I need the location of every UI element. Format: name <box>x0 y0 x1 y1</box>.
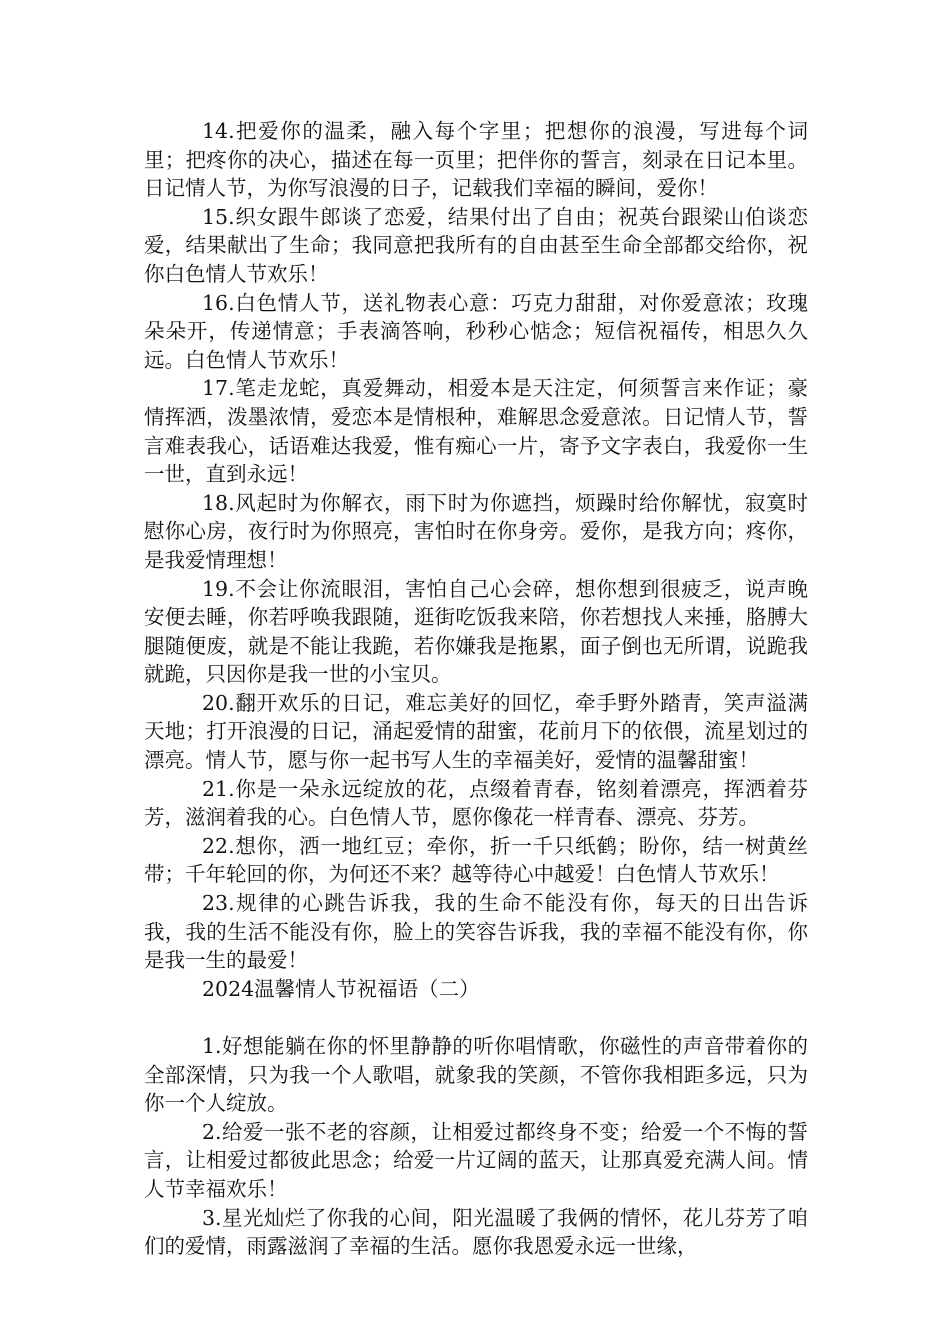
paragraph-14: 14.把爱你的温柔，融入每个字里；把想你的浪漫，写进每个词里；把疼你的决心，描述在每一页里；把伴你的誓言，刻录在日记本里。日记情人节，为你写浪漫的日子，记载我们幸福的瞬间，爱你！ <box>144 119 808 201</box>
paragraph-15: 15.织女跟牛郎谈了恋爱，结果付出了自由；祝英台跟梁山伯谈恋爱，结果献出了生命；我同意把我所有的自由甚至生命全部都交给你，祝你白色情人节欢乐！ <box>144 204 808 286</box>
paragraph-23: 23.规律的心跳告诉我，我的生命不能没有你，每天的日出告诉我，我的生活不能没有你，脸上的笑容告诉我，我的幸福不能没有你，你是我一生的最爱！ <box>144 891 808 973</box>
paragraph-19: 19.不会让你流眼泪，害怕自己心会碎，想你想到很疲乏，说声晚安便去睡，你若呼唤我跟随，逛街吃饭我来陪，你若想找人来捶，胳膊大腿随便废，就是不能让我跪，若你嫌我是拖累，面子倒也无所谓，说跪我就跪，只因你是我一世的小宝贝。 <box>144 576 808 687</box>
paragraph-2-2: 2.给爱一张不老的容颜，让相爱过都终身不变；给爱一个不悔的誓言，让相爱过都彼此思念；给爱一片辽阔的蓝天，让那真爱充满人间。情人节幸福欢乐！ <box>144 1119 808 1201</box>
paragraph-17: 17.笔走龙蛇，真爱舞动，相爱本是天注定，何须誓言来作证；豪情挥洒，泼墨浓情，爱恋本是情根种，难解思念爱意浓。日记情人节，誓言难表我心，话语难达我爱，惟有痴心一片，寄予文字表白，我爱你一生一世，直到永远！ <box>144 376 808 487</box>
document-page <box>144 117 808 1261</box>
section-heading: 2024温馨情人节祝福语（二） <box>202 976 480 1001</box>
paragraph-2-3: 3.星光灿烂了你我的心间，阳光温暖了我俩的情怀，花儿芬芳了咱们的爱情，雨露滋润了幸福的生活。愿你我恩爱永远一世缘， <box>144 1205 808 1259</box>
paragraph-20: 20.翻开欢乐的日记，难忘美好的回忆，牵手野外踏青，笑声溢满天地；打开浪漫的日记，涌起爱情的甜蜜，花前月下的依偎，流星划过的漂亮。情人节，愿与你一起书写人生的幸福美好，爱情的温馨甜蜜！ <box>144 690 808 773</box>
paragraph-2-1: 1.好想能躺在你的怀里静静的听你唱情歌，你磁性的声音带着你的全部深情，只为我一个人歌唱，就象我的笑颜，不管你我相距多远，只为你一个人绽放。 <box>144 1034 808 1116</box>
paragraph-18: 18.风起时为你解衣，雨下时为你遮挡，烦躁时给你解忧，寂寞时慰你心房，夜行时为你照亮，害怕时在你身旁。爱你，是我方向；疼你，是我爱情理想！ <box>144 490 808 572</box>
paragraph-16: 16.白色情人节，送礼物表心意：巧克力甜甜，对你爱意浓；玫瑰朵朵开，传递情意；手表滴答响，秒秒心惦念；短信祝福传，相思久久远。白色情人节欢乐！ <box>144 290 808 372</box>
paragraph-22: 22.想你，洒一地红豆；牵你，折一千只纸鹤；盼你，结一树黄丝带；千年轮回的你，为何还不来？越等待心中越爱！白色情人节欢乐！ <box>144 833 808 887</box>
paragraph-21: 21.你是一朵永远绽放的花，点缀着青春，铭刻着漂亮，挥洒着芬芳，滋润着我的心。白色情人节，愿你像花一样青春、漂亮、芬芳。 <box>144 776 808 830</box>
